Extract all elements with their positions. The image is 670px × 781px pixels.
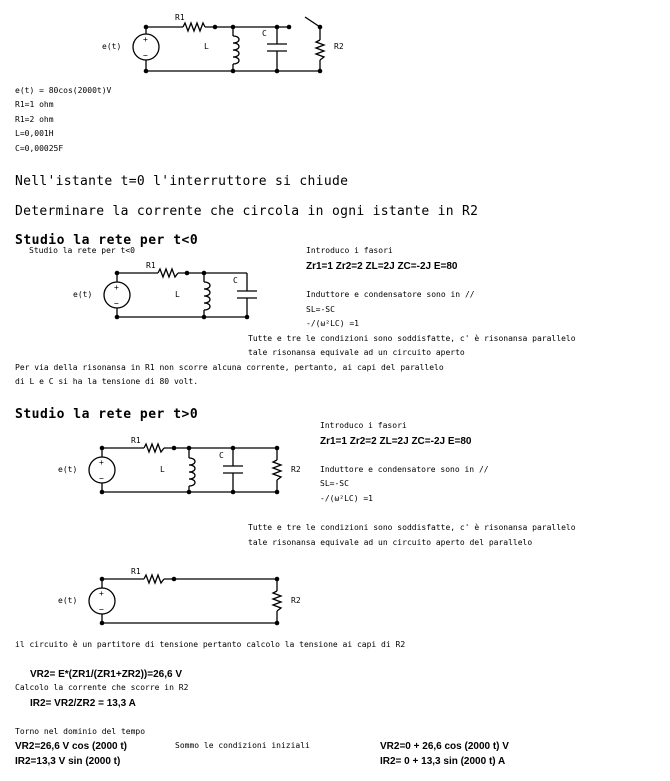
r2-label: R2: [291, 596, 301, 605]
vr2-time-domain: VR2=26,6 V cos (2000 t): [15, 741, 128, 752]
parallel-note-after: Induttore e condensatore sono in //: [320, 465, 489, 474]
r2-resistor: [273, 591, 281, 611]
vr2-formula: VR2= E*(ZR1/(ZR1+ZR2))=26,6 V: [30, 669, 182, 680]
conditions-after: Tutte e tre le condizioni sono soddisfatte, c' è risonansa parallelo: [248, 523, 576, 532]
source-plus-sign: +: [114, 283, 119, 292]
ir2-final: IR2= 0 + 13,3 sin (2000 t) A: [380, 756, 506, 767]
result-line-2: di L e C si ha la tensione di 80 volt.: [15, 377, 199, 386]
current-intro: Calcolo la corrente che scorre in R2: [15, 683, 189, 692]
source-label: e(t): [58, 465, 78, 474]
r1-label: R1: [175, 13, 185, 22]
equivalent-before: tale risonansa equivale ad un circuito aperto: [248, 348, 465, 357]
section-title-after: Studio la rete per t>0: [15, 407, 199, 422]
data-r1: R1=1 ohm: [15, 100, 54, 109]
c-label: C: [262, 29, 267, 38]
r2-label: R2: [291, 465, 301, 474]
source-plus-sign: +: [143, 35, 148, 44]
source-label: e(t): [58, 596, 78, 605]
c-label: C: [233, 276, 238, 285]
parallel-note-before: Induttore e condensatore sono in //: [306, 290, 475, 299]
initial-conditions-note: Sommo le condizioni iniziali: [175, 741, 310, 750]
equation-sl-after: SL=-SC: [320, 479, 349, 488]
l-label: L: [204, 42, 209, 51]
ir2-time-domain: IR2=13,3 V sin (2000 t): [15, 756, 121, 767]
source-label: e(t): [102, 42, 122, 51]
l-label: L: [175, 290, 180, 299]
r1-label: R1: [131, 567, 141, 576]
conditions-before: Tutte e tre le condizioni sono soddisfatte, c' è risonansa parallelo: [248, 334, 576, 343]
phasor-values-after: Zr1=1 Zr2=2 ZL=2J ZC=-2J E=80: [320, 436, 472, 447]
problem-question: Determinare la corrente che circola in ogni istante in R2: [15, 204, 479, 219]
data-r2: R1=2 ohm: [15, 115, 54, 124]
equation-sl-before: SL=-SC: [306, 305, 335, 314]
ir2-formula: IR2= VR2/ZR2 = 13,3 A: [30, 698, 136, 709]
result-line-1: Per via della risonansa in R1 non scorre alcuna corrente, pertanto, ai capi del parallelo: [15, 363, 444, 372]
phasor-intro-after: Introduco i fasori: [320, 421, 407, 430]
source-minus-sign: −: [143, 51, 148, 60]
source-minus-sign: −: [114, 299, 119, 308]
equivalent-after: tale risonansa equivale ad un circuito aperto del parallelo: [248, 538, 533, 547]
source-label: e(t): [73, 290, 93, 299]
data-source: e(t) = 80cos(2000t)V: [15, 86, 112, 95]
equation-resonance-after: -/(ω²LC) =1: [320, 494, 373, 503]
junction-dots: [100, 577, 280, 626]
vr2-final: VR2=0 + 26,6 cos (2000 t) V: [380, 741, 509, 752]
data-l: L=0,001H: [15, 129, 54, 138]
phasor-values-before: Zr1=1 Zr2=2 ZL=2J ZC=-2J E=80: [306, 261, 458, 272]
l-label: L: [160, 465, 165, 474]
wires: [102, 579, 277, 623]
equation-resonance-before: -/(ω²LC) =1: [306, 319, 359, 328]
divider-explanation: il circuito è un partitore di tensione pertanto calcolo la tensione ai capi di R2: [15, 640, 406, 649]
data-c: C=0,00025F: [15, 144, 64, 153]
source-minus-sign: −: [99, 605, 104, 614]
r1-resistor: [144, 575, 164, 583]
section-title-before: Studio la rete per t<0: [15, 233, 199, 248]
r2-label: R2: [334, 42, 344, 51]
c-label: C: [219, 451, 224, 460]
section-subtitle-before: Studio la rete per t<0: [29, 246, 135, 255]
phasor-intro-before: Introduco i fasori: [306, 246, 393, 255]
problem-statement: Nell'istante t=0 l'interruttore si chiude: [15, 174, 349, 189]
source-minus-sign: −: [99, 474, 104, 483]
source-plus-sign: +: [99, 589, 104, 598]
r1-label: R1: [146, 261, 156, 270]
time-domain-intro: Torno nel dominio del tempo: [15, 727, 146, 736]
r1-label: R1: [131, 436, 141, 445]
source-plus-sign: +: [99, 458, 104, 467]
